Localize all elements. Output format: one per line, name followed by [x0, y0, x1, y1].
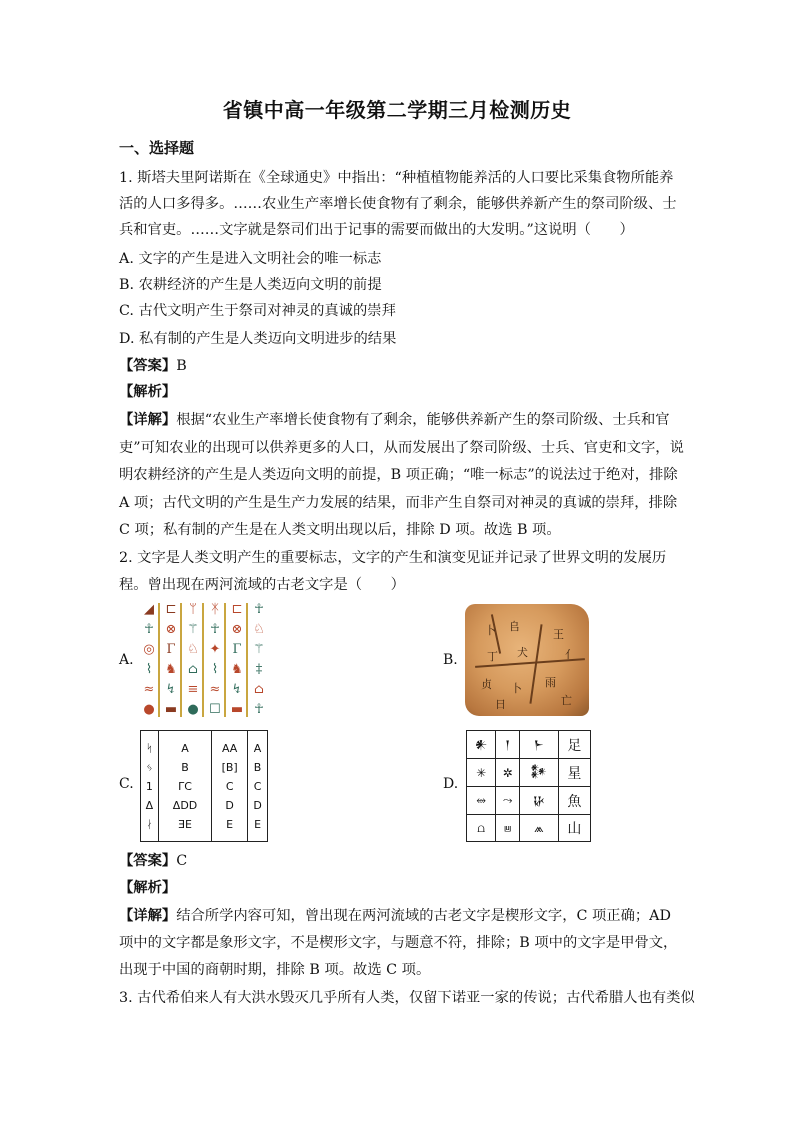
q1-option-d: D. 私有制的产生是人类迈向文明进步的结果: [119, 331, 397, 347]
table-d-cell: ⩍: [467, 815, 496, 842]
q1-detail-line-4: A 项；古代文明的产生是生产力发展的结果，而非产生自祭司对神灵的真诚的崇拜，排除: [119, 495, 678, 511]
q2-option-c-label: C.: [119, 776, 134, 792]
table-d-cell: ✳: [467, 759, 496, 787]
q2-detail-text-1: 结合所学内容可知，曾出现在两河流域的古老文字是楔形文字，C 项正确；AD: [176, 908, 671, 924]
table-d-cell: ⩕: [520, 815, 559, 842]
table-d-cell: 星: [558, 759, 590, 787]
table-row: [467, 815, 591, 842]
q2-option-d-label: D.: [443, 776, 459, 792]
table-d-cell: ⤳: [496, 787, 520, 815]
table-d-cell: 山: [558, 815, 590, 842]
q1-detail-line-3: 明农耕经济的产生是人类迈向文明的前提，B 项正确；“唯一标志”的说法过于绝对，排除: [119, 467, 678, 483]
section-heading: 一、选择题: [119, 139, 195, 157]
q1-stem-line-3: 兵和官吏。……文字就是祭司们出于记事的需要而做出的大发明。”这说明（ ）: [119, 222, 634, 238]
egyptian-hieroglyph-image: ◢ ☥ ◎ ⌇ ≈ ● ⊏ ⊗ Γ ♞ ↯ ▬ ᛘ ⚚ ♘ ⌂ ≡ ● ᛡ ☥ ✦ ⌇ ≈ ☐ ⊏ ⊗ Γ ♞ ↯ ▬ ☥ ♘ ⚚ ‡ ⌂ ☥: [143, 602, 265, 717]
q2-analysis-label: 【解析】: [119, 880, 177, 896]
table-d-cell: 𒀯: [520, 759, 559, 787]
table-d-cell: 魚: [558, 787, 590, 815]
table-d-cell: ✲: [496, 759, 520, 787]
page-title: 省镇中高一年级第二学期三月检测历史: [222, 98, 572, 122]
q2-detail-label: 【详解】: [119, 908, 177, 924]
q3-stem-line-1: 3. 古代希伯来人有大洪水毁灭几乎所有人类，仅留下诺亚一家的传说；古代希腊人也有类似: [119, 990, 695, 1006]
q1-stem-line-1: 1. 斯塔夫里阿诺斯在《全球通史》中指出：“种植植物能养活的人口要比采集食物所能养: [119, 170, 674, 186]
table-c-cell: A B C D E: [248, 731, 268, 842]
table-d-cell: 𒁹: [496, 731, 520, 759]
q1-analysis-label: 【解析】: [119, 384, 177, 400]
table-d-cell: 足: [558, 731, 590, 759]
q1-answer: [119, 356, 187, 376]
q2-stem-line-1: 2. 文字是人类文明产生的重要标志，文字的产生和演变见证并记录了世界文明的发展历: [119, 550, 667, 566]
q1-answer-value: B: [176, 358, 187, 374]
q2-detail-line-2: 项中的文字都是象形文字，不是楔形文字，与题意不符，排除；B 项中的文字是甲骨文，: [119, 935, 678, 951]
q2-option-b-label: B.: [443, 652, 458, 668]
table-d-cell: 𒄩: [520, 787, 559, 815]
q1-option-b: B. 农耕经济的产生是人类迈向文明的前提: [119, 277, 382, 293]
alphabet-evolution-table: [140, 730, 268, 842]
q1-detail-text-1: 根据“农业生产率增长使食物有了剩余，能够供养新产生的祭司阶级、士兵和官: [176, 412, 670, 428]
table-c-cell: A B ΓC ΔDD ƎE: [158, 731, 211, 842]
table-c-cell: ᛋ ᛃ 1 Δ ᛅ: [141, 731, 159, 842]
q2-answer-label: 【答案】: [119, 853, 177, 869]
q1-option-c: C. 古代文明产生于祭司对神灵的真诚的崇拜: [119, 303, 396, 319]
table-d-cell: 𒀭: [467, 731, 496, 759]
table-row: [467, 759, 591, 787]
cuneiform-evolution-table: [466, 730, 591, 842]
table-d-cell: 𒈨: [520, 731, 559, 759]
table-row: [467, 731, 591, 759]
q1-option-a: A. 文字的产生是进入文明社会的唯一标志: [119, 251, 382, 267]
q1-stem-line-2: 活的人口多得多。……农业生产率增长使食物有了剩余，能够供养新产生的祭司阶级、士: [119, 196, 677, 212]
q1-detail-line-1: [119, 410, 670, 430]
q2-detail-line-1: [119, 906, 671, 926]
q1-answer-label: 【答案】: [119, 358, 177, 374]
table-c-cell: AA [B] C D E: [212, 731, 248, 842]
q1-detail-label: 【详解】: [119, 412, 177, 428]
q1-detail-line-5: C 项；私有制的产生是在人类文明出现以后，排除 D 项。故选 B 项。: [119, 522, 561, 538]
q2-option-a-label: A.: [119, 652, 134, 668]
q1-detail-line-2: 吏”可知农业的出现可以供养更多的人口，从而发展出了祭司阶级、士兵、官吏和文字，说: [119, 440, 684, 456]
q2-detail-line-3: 出现于中国的商朝时期，排除 B 项。故选 C 项。: [119, 962, 431, 978]
table-d-cell: ⩏: [496, 815, 520, 842]
q2-answer-value: C: [176, 853, 188, 869]
q2-answer: [119, 851, 187, 871]
q2-stem-line-2: 程。曾出现在两河流域的古老文字是（ ）: [119, 577, 405, 593]
table-row: [467, 787, 591, 815]
oracle-bone-image: 卜 𠂤 王 亻 丁 犬 贞 卜 雨 亡 日: [465, 604, 589, 716]
table-d-cell: ⥈: [467, 787, 496, 815]
